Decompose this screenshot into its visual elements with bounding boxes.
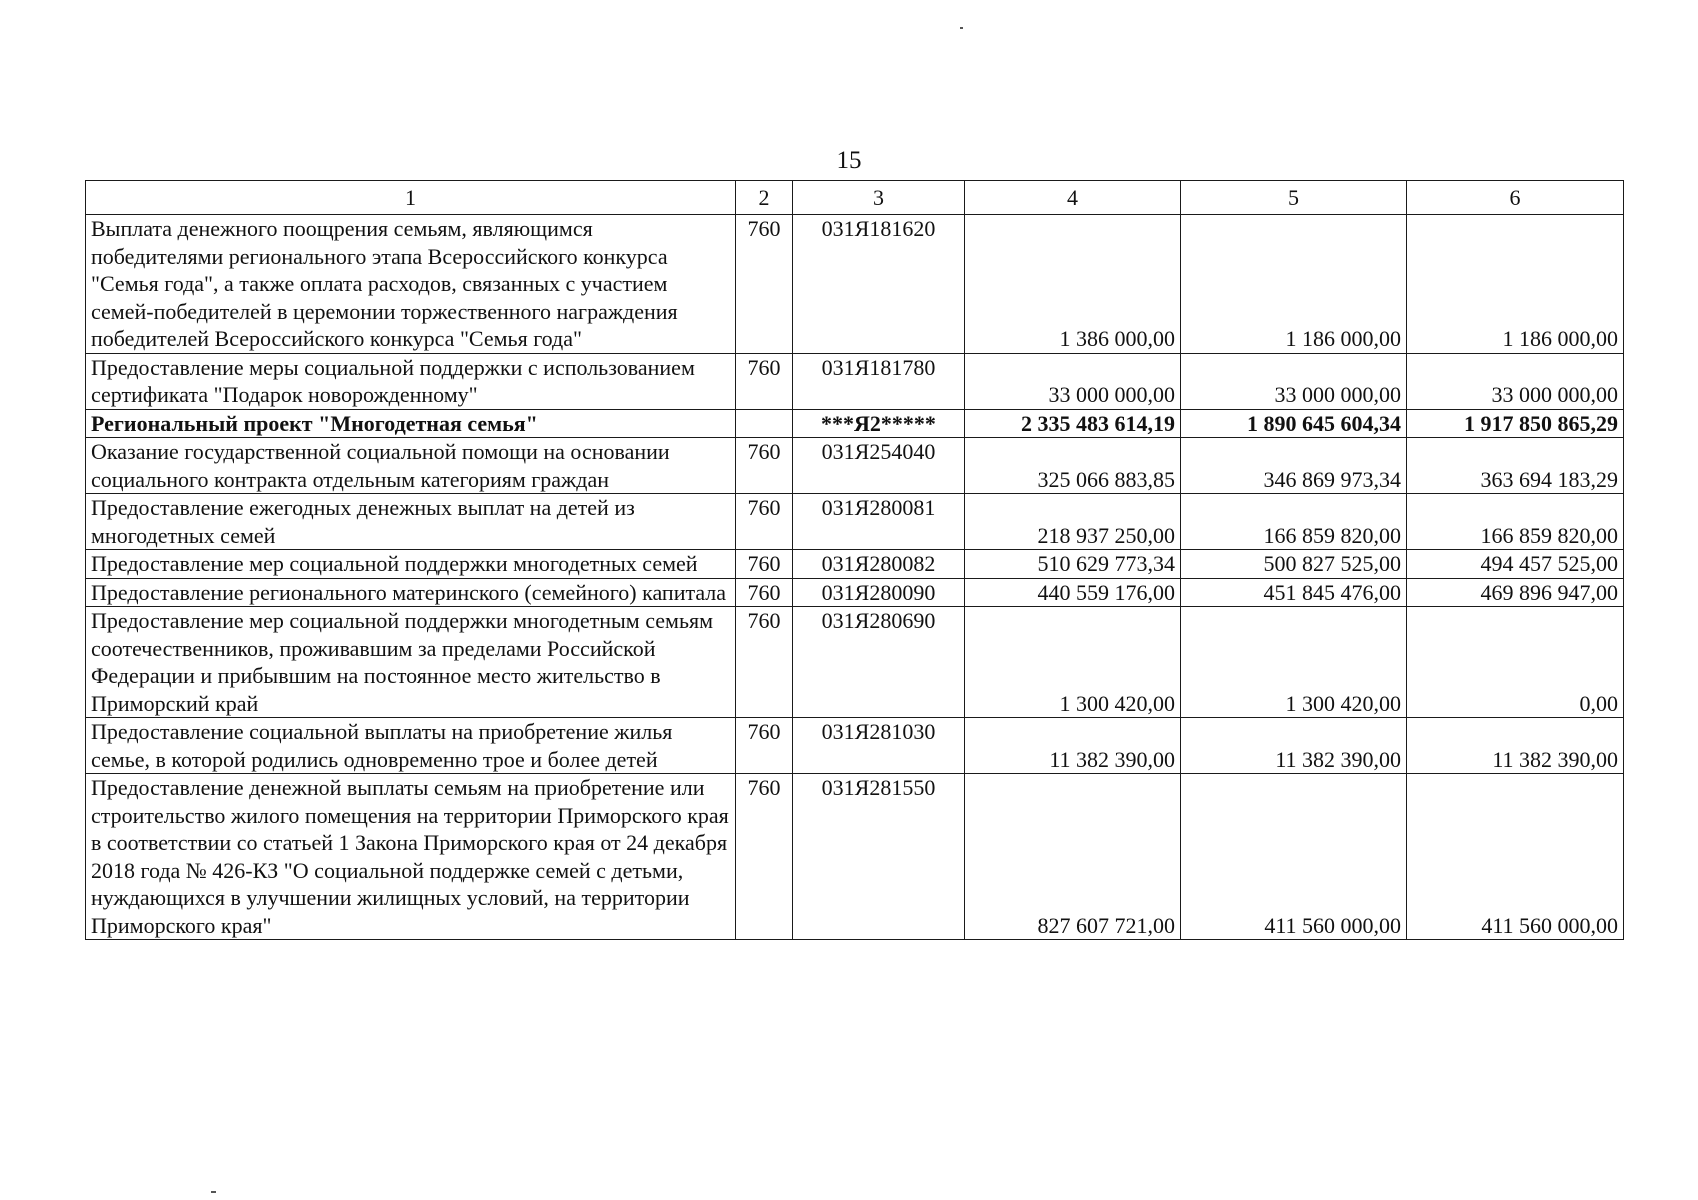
amount-column-5: 500 827 525,00 bbox=[1181, 550, 1407, 579]
amount-column-5: 346 869 973,34 bbox=[1181, 438, 1407, 494]
scan-speck bbox=[211, 1191, 216, 1193]
page-number: 15 bbox=[836, 147, 862, 174]
table-row bbox=[86, 550, 1624, 579]
amount-column-6: 411 560 000,00 bbox=[1407, 774, 1624, 940]
column-number: 6 bbox=[1407, 181, 1624, 215]
column-number: 5 bbox=[1181, 181, 1407, 215]
amount-column-6: 1 186 000,00 bbox=[1407, 215, 1624, 354]
expense-name: Предоставление денежной выплаты семьям на приобретение или строительство жилого помещения на территории Приморского края в соответствии со статьей 1 Закона Приморского края от 24 декабря 2018 года № 426-КЗ "О социальной поддержке семей с детьми, нуждающихся в улучшении жилищных условий, на территории Приморского края" bbox=[86, 774, 736, 940]
department-code: 760 bbox=[736, 550, 793, 579]
expense-name: Предоставление меры социальной поддержки с использованием сертификата "Подарок новорожденному" bbox=[86, 353, 736, 409]
table-row bbox=[86, 409, 1624, 438]
amount-column-4: 510 629 773,34 bbox=[965, 550, 1181, 579]
target-article-code: 031Я280090 bbox=[793, 578, 965, 607]
column-number: 1 bbox=[86, 181, 736, 215]
amount-column-5: 1 300 420,00 bbox=[1181, 607, 1407, 718]
amount-column-6: 11 382 390,00 bbox=[1407, 718, 1624, 774]
amount-column-4: 11 382 390,00 bbox=[965, 718, 1181, 774]
target-article-code: 031Я281030 bbox=[793, 718, 965, 774]
expense-name: Предоставление мер социальной поддержки многодетных семей bbox=[86, 550, 736, 579]
department-code: 760 bbox=[736, 353, 793, 409]
target-article-code: 031Я281550 bbox=[793, 774, 965, 940]
expense-name: Региональный проект "Многодетная семья" bbox=[86, 409, 736, 438]
column-number-row bbox=[86, 181, 1624, 215]
department-code: 760 bbox=[736, 578, 793, 607]
amount-column-4: 1 386 000,00 bbox=[965, 215, 1181, 354]
amount-column-5: 411 560 000,00 bbox=[1181, 774, 1407, 940]
table-row bbox=[86, 353, 1624, 409]
department-code: 760 bbox=[736, 494, 793, 550]
target-article-code: 031Я280082 bbox=[793, 550, 965, 579]
table-row bbox=[86, 578, 1624, 607]
department-code: 760 bbox=[736, 718, 793, 774]
amount-column-4: 33 000 000,00 bbox=[965, 353, 1181, 409]
amount-column-4: 827 607 721,00 bbox=[965, 774, 1181, 940]
department-code: 760 bbox=[736, 607, 793, 718]
table-row bbox=[86, 494, 1624, 550]
expense-name: Оказание государственной социальной помощи на основании социального контракта отдельным категориям граждан bbox=[86, 438, 736, 494]
amount-column-6: 166 859 820,00 bbox=[1407, 494, 1624, 550]
target-article-code: 031Я280081 bbox=[793, 494, 965, 550]
budget-table bbox=[85, 180, 1624, 940]
target-article-code: ***Я2***** bbox=[793, 409, 965, 438]
expense-name: Выплата денежного поощрения семьям, являющимся победителями регионального этапа Всероссийского конкурса "Семья года", а также оплата расходов, связанных с участием семей-победителей в церемонии торжественного награждения победителей Всероссийского конкурса "Семья года" bbox=[86, 215, 736, 354]
target-article-code: 031Я181780 bbox=[793, 353, 965, 409]
amount-column-4: 2 335 483 614,19 bbox=[965, 409, 1181, 438]
department-code: 760 bbox=[736, 438, 793, 494]
table-row bbox=[86, 607, 1624, 718]
column-number: 2 bbox=[736, 181, 793, 215]
department-code bbox=[736, 409, 793, 438]
expense-name: Предоставление ежегодных денежных выплат на детей из многодетных семей bbox=[86, 494, 736, 550]
department-code: 760 bbox=[736, 215, 793, 354]
amount-column-4: 218 937 250,00 bbox=[965, 494, 1181, 550]
amount-column-5: 33 000 000,00 bbox=[1181, 353, 1407, 409]
amount-column-5: 11 382 390,00 bbox=[1181, 718, 1407, 774]
target-article-code: 031Я181620 bbox=[793, 215, 965, 354]
expense-name: Предоставление регионального материнского (семейного) капитала bbox=[86, 578, 736, 607]
amount-column-4: 1 300 420,00 bbox=[965, 607, 1181, 718]
amount-column-4: 440 559 176,00 bbox=[965, 578, 1181, 607]
amount-column-5: 1 186 000,00 bbox=[1181, 215, 1407, 354]
scan-speck bbox=[960, 27, 963, 29]
amount-column-6: 469 896 947,00 bbox=[1407, 578, 1624, 607]
table-row bbox=[86, 718, 1624, 774]
table-body bbox=[86, 181, 1624, 940]
expense-name: Предоставление мер социальной поддержки многодетным семьям соотечественников, проживавшим за пределами Российской Федерации и прибывшим на постоянное место жительство в Приморский край bbox=[86, 607, 736, 718]
amount-column-5: 166 859 820,00 bbox=[1181, 494, 1407, 550]
expense-name: Предоставление социальной выплаты на приобретение жилья семье, в которой родились одновременно трое и более детей bbox=[86, 718, 736, 774]
table-row bbox=[86, 215, 1624, 354]
table-row bbox=[86, 438, 1624, 494]
amount-column-6: 363 694 183,29 bbox=[1407, 438, 1624, 494]
table-row bbox=[86, 774, 1624, 940]
department-code: 760 bbox=[736, 774, 793, 940]
amount-column-4: 325 066 883,85 bbox=[965, 438, 1181, 494]
amount-column-5: 1 890 645 604,34 bbox=[1181, 409, 1407, 438]
target-article-code: 031Я254040 bbox=[793, 438, 965, 494]
amount-column-6: 494 457 525,00 bbox=[1407, 550, 1624, 579]
amount-column-6: 1 917 850 865,29 bbox=[1407, 409, 1624, 438]
amount-column-6: 0,00 bbox=[1407, 607, 1624, 718]
column-number: 3 bbox=[793, 181, 965, 215]
amount-column-6: 33 000 000,00 bbox=[1407, 353, 1624, 409]
column-number: 4 bbox=[965, 181, 1181, 215]
target-article-code: 031Я280690 bbox=[793, 607, 965, 718]
amount-column-5: 451 845 476,00 bbox=[1181, 578, 1407, 607]
